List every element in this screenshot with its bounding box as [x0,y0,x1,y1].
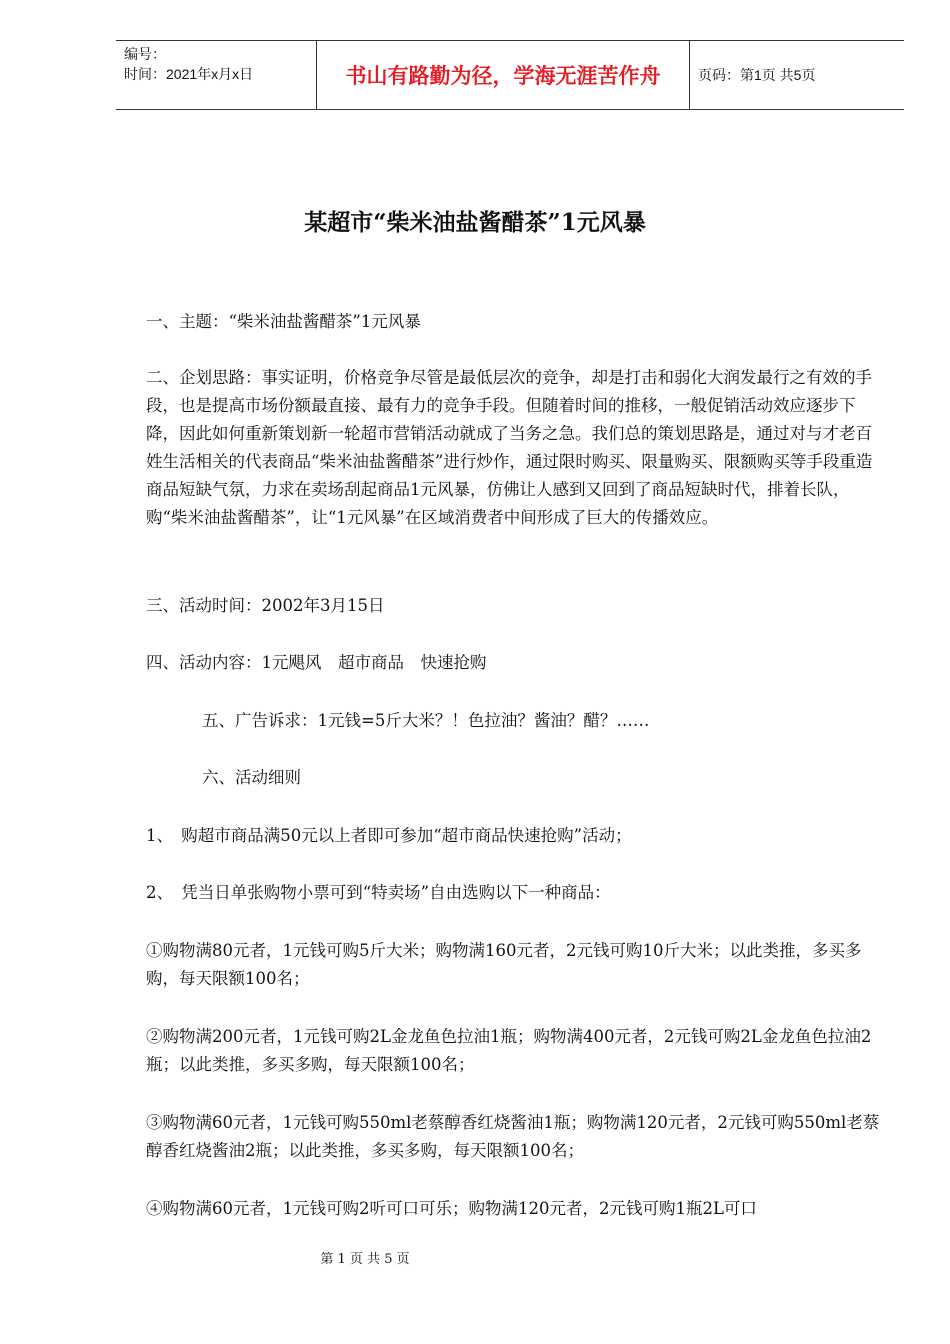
number-label: 编号： [124,46,166,62]
paragraph-ad: 五、广告诉求：1元钱=5斤大米？！色拉油？酱油？醋？…… [202,711,650,730]
paragraph-planning: 二、企划思路：事实证明，价格竞争尽管是最低层次的竞争，却是打击和弱化大润发最行之有效的手段，也是提高市场份额最直接、最有力的竞争手段。但随着时间的推移，一般促销活动效应逐步下降，因此如何重新策划新一轮超市营销活动就成了当务之急。我们总的策划思路是，通过对与才老百姓生活相关的代表商品“柴米油盐酱醋茶”进行炒作，通过限时购买、限量购买、限额购买等手段重造商品短缺气氛，力求在卖场刮起商品1元风暴，仿佛让人感到又回到了商品短缺时代，排着长队，购“柴米油盐酱醋茶”，让“1元风暴”在区域消费者中间形成了巨大的传播效应。 [146,368,873,527]
time-label: 时间：2021年x月x日 [124,66,254,82]
motto: 书山有路勤为径，学海无涯苦作舟 [345,64,661,88]
rule-item: 2、 凭当日单张购物小票可到“特卖场”自由选购以下一种商品： [146,883,611,902]
header-meta [116,41,316,109]
page-footer: 第 1 页 共 5 页 [320,1252,410,1267]
paragraph-rules-heading: 六、活动细则 [202,768,301,787]
page-label: 页码：第1页 共5页 [698,67,816,83]
paragraph-theme: 一、主题：“柴米油盐酱醋茶”1元风暴 [146,312,421,331]
header-motto-cell [316,41,690,109]
offer-item: ①购物满80元者，1元钱可购5斤大米；购物满160元者，2元钱可购10斤大米；以此类推，多买多购，每天限额100名； [146,941,862,988]
offer-item: ④购物满60元者，1元钱可购2听可口可乐；购物满120元者，2元钱可购1瓶2L可口 [146,1199,757,1218]
offer-item: ③购物满60元者，1元钱可购550ml老蔡醇香红烧酱油1瓶；购物满120元者，2元钱可购550ml老蔡醇香红烧酱油2瓶；以此类推，多买多购，每天限额100名； [146,1113,880,1160]
document-title: 某超市“柴米油盐酱醋茶”1元风暴 [304,209,646,236]
paragraph-content: 四、活动内容：1元飓风 超市商品 快速抢购 [146,653,487,672]
offer-item: ②购物满200元者，1元钱可购2L金龙鱼色拉油1瓶；购物满400元者，2元钱可购2L金龙鱼色拉油2瓶；以此类推，多买多购，每天限额100名； [146,1027,872,1074]
header-page-cell [690,41,904,109]
header-table [116,40,904,110]
paragraph-time: 三、活动时间：2002年3月15日 [146,596,385,615]
rule-item: 1、 购超市商品满50元以上者即可参加“超市商品快速抢购”活动； [146,826,632,845]
